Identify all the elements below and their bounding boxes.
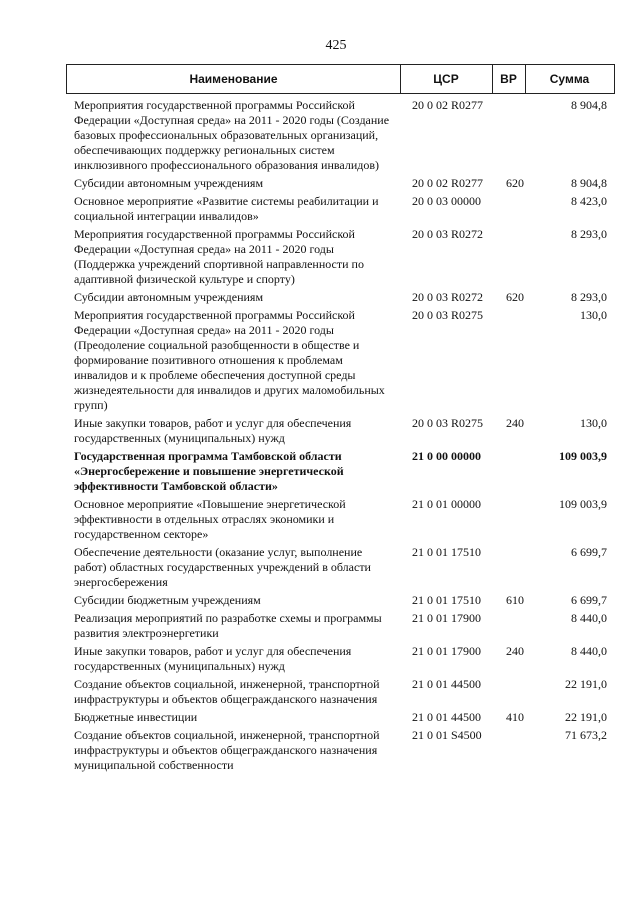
header-csr: ЦСР [400, 65, 493, 93]
row-csr: 21 0 01 44500 [412, 677, 481, 691]
row-name: Мероприятия государственной программы Российской Федерации «Доступная среда» на 2011 - 2020 годы (Создание базовых профессиональных образовательных организаций, обеспечивающих поддержку региональных систем инклюзивного профессионального образования инвалидов) [74, 98, 390, 172]
table-row [0, 644, 640, 674]
row-sum: 109 003,9 [559, 449, 607, 463]
row-csr: 21 0 01 44500 [412, 710, 481, 724]
row-name: Создание объектов социальной, инженерной, транспортной инфраструктуры и объектов общегражданского назначения муниципальной собственности [74, 728, 380, 772]
row-csr: 21 0 01 17510 [412, 593, 481, 607]
row-name: Государственная программа Тамбовской области «Энергосбережение и повышение энергетической эффективности Тамбовской области» [74, 449, 344, 493]
row-name: Субсидии бюджетным учреждениям [74, 593, 261, 607]
table-row [0, 449, 640, 494]
table-header [66, 64, 615, 94]
row-csr: 21 0 01 00000 [412, 497, 481, 511]
row-sum: 22 191,0 [565, 677, 607, 691]
row-name: Субсидии автономным учреждениям [74, 176, 264, 190]
row-csr: 20 0 03 R0272 [412, 227, 484, 241]
row-vr: 410 [506, 710, 524, 724]
table-row [0, 710, 640, 725]
row-name: Мероприятия государственной программы Российской Федерации «Доступная среда» на 2011 - 2020 годы (Преодоление социальной разобщенности в обществе и формирование позитивного отношения к проблемам инвалидов и к проблеме обеспечения доступной среды жизнедеятельности для инвалидов и других маломобильных групп) [74, 308, 385, 412]
header-vr: ВР [492, 65, 526, 93]
row-csr: 20 0 02 R0277 [412, 98, 484, 112]
row-name: Субсидии автономным учреждениям [74, 290, 264, 304]
row-csr: 21 0 01 17510 [412, 545, 481, 559]
row-csr: 21 0 01 17900 [412, 611, 481, 625]
row-csr: 21 0 01 17900 [412, 644, 481, 658]
row-csr: 20 0 03 00000 [412, 194, 481, 208]
row-name: Основное мероприятие «Развитие системы реабилитации и социальной интеграции инвалидов» [74, 194, 379, 223]
row-csr: 20 0 03 R0275 [412, 416, 484, 430]
row-sum: 8 904,8 [571, 98, 607, 112]
row-name: Создание объектов социальной, инженерной, транспортной инфраструктуры и объектов общегражданского назначения [74, 677, 380, 706]
table-row [0, 176, 640, 191]
table-row [0, 728, 640, 773]
row-vr: 240 [506, 416, 524, 430]
table-row [0, 593, 640, 608]
row-vr: 610 [506, 593, 524, 607]
row-name: Реализация мероприятий по разработке схемы и программы развития электроэнергетики [74, 611, 382, 640]
row-name: Иные закупки товаров, работ и услуг для обеспечения государственных (муниципальных) нужд [74, 416, 352, 445]
row-vr: 620 [506, 290, 524, 304]
row-sum: 6 699,7 [571, 593, 607, 607]
table-row [0, 227, 640, 287]
table-row [0, 98, 640, 173]
row-sum: 8 293,0 [571, 227, 607, 241]
row-name: Обеспечение деятельности (оказание услуг, выполнение работ) областных государственных учреждений в области энергосбережения [74, 545, 371, 589]
table-body [0, 98, 640, 776]
table-row [0, 194, 640, 224]
row-csr: 20 0 03 R0272 [412, 290, 484, 304]
header-sum: Сумма [549, 72, 590, 86]
row-name: Основное мероприятие «Повышение энергетической эффективности в отдельных отраслях экономики и государственном секторе» [74, 497, 346, 541]
table-row [0, 545, 640, 590]
row-sum: 8 423,0 [571, 194, 607, 208]
row-name: Иные закупки товаров, работ и услуг для обеспечения государственных (муниципальных) нужд [74, 644, 352, 673]
table-row [0, 611, 640, 641]
row-csr: 21 0 01 S4500 [412, 728, 482, 742]
row-name: Бюджетные инвестиции [74, 710, 198, 724]
row-csr: 20 0 03 R0275 [412, 308, 484, 322]
header-name: Наименование [67, 65, 401, 93]
table-row [0, 677, 640, 707]
table-row [0, 497, 640, 542]
table-row [0, 290, 640, 305]
row-sum: 8 440,0 [571, 611, 607, 625]
row-vr: 240 [506, 644, 524, 658]
row-sum: 8 440,0 [571, 644, 607, 658]
row-sum: 109 003,9 [559, 497, 607, 511]
row-csr: 21 0 00 00000 [412, 449, 481, 463]
row-name: Мероприятия государственной программы Российской Федерации «Доступная среда» на 2011 - 2020 годы (Поддержка учреждений спортивной направленности по адаптивной физической культуре и спорту) [74, 227, 364, 286]
row-sum: 8 293,0 [571, 290, 607, 304]
table-row [0, 308, 640, 413]
row-sum: 71 673,2 [565, 728, 607, 742]
table-row [0, 416, 640, 446]
row-sum: 6 699,7 [571, 545, 607, 559]
row-csr: 20 0 02 R0277 [412, 176, 484, 190]
row-sum: 22 191,0 [565, 710, 607, 724]
row-sum: 130,0 [580, 416, 607, 430]
row-vr: 620 [506, 176, 524, 190]
row-sum: 130,0 [580, 308, 607, 322]
page-number: 425 [325, 38, 347, 53]
row-sum: 8 904,8 [571, 176, 607, 190]
